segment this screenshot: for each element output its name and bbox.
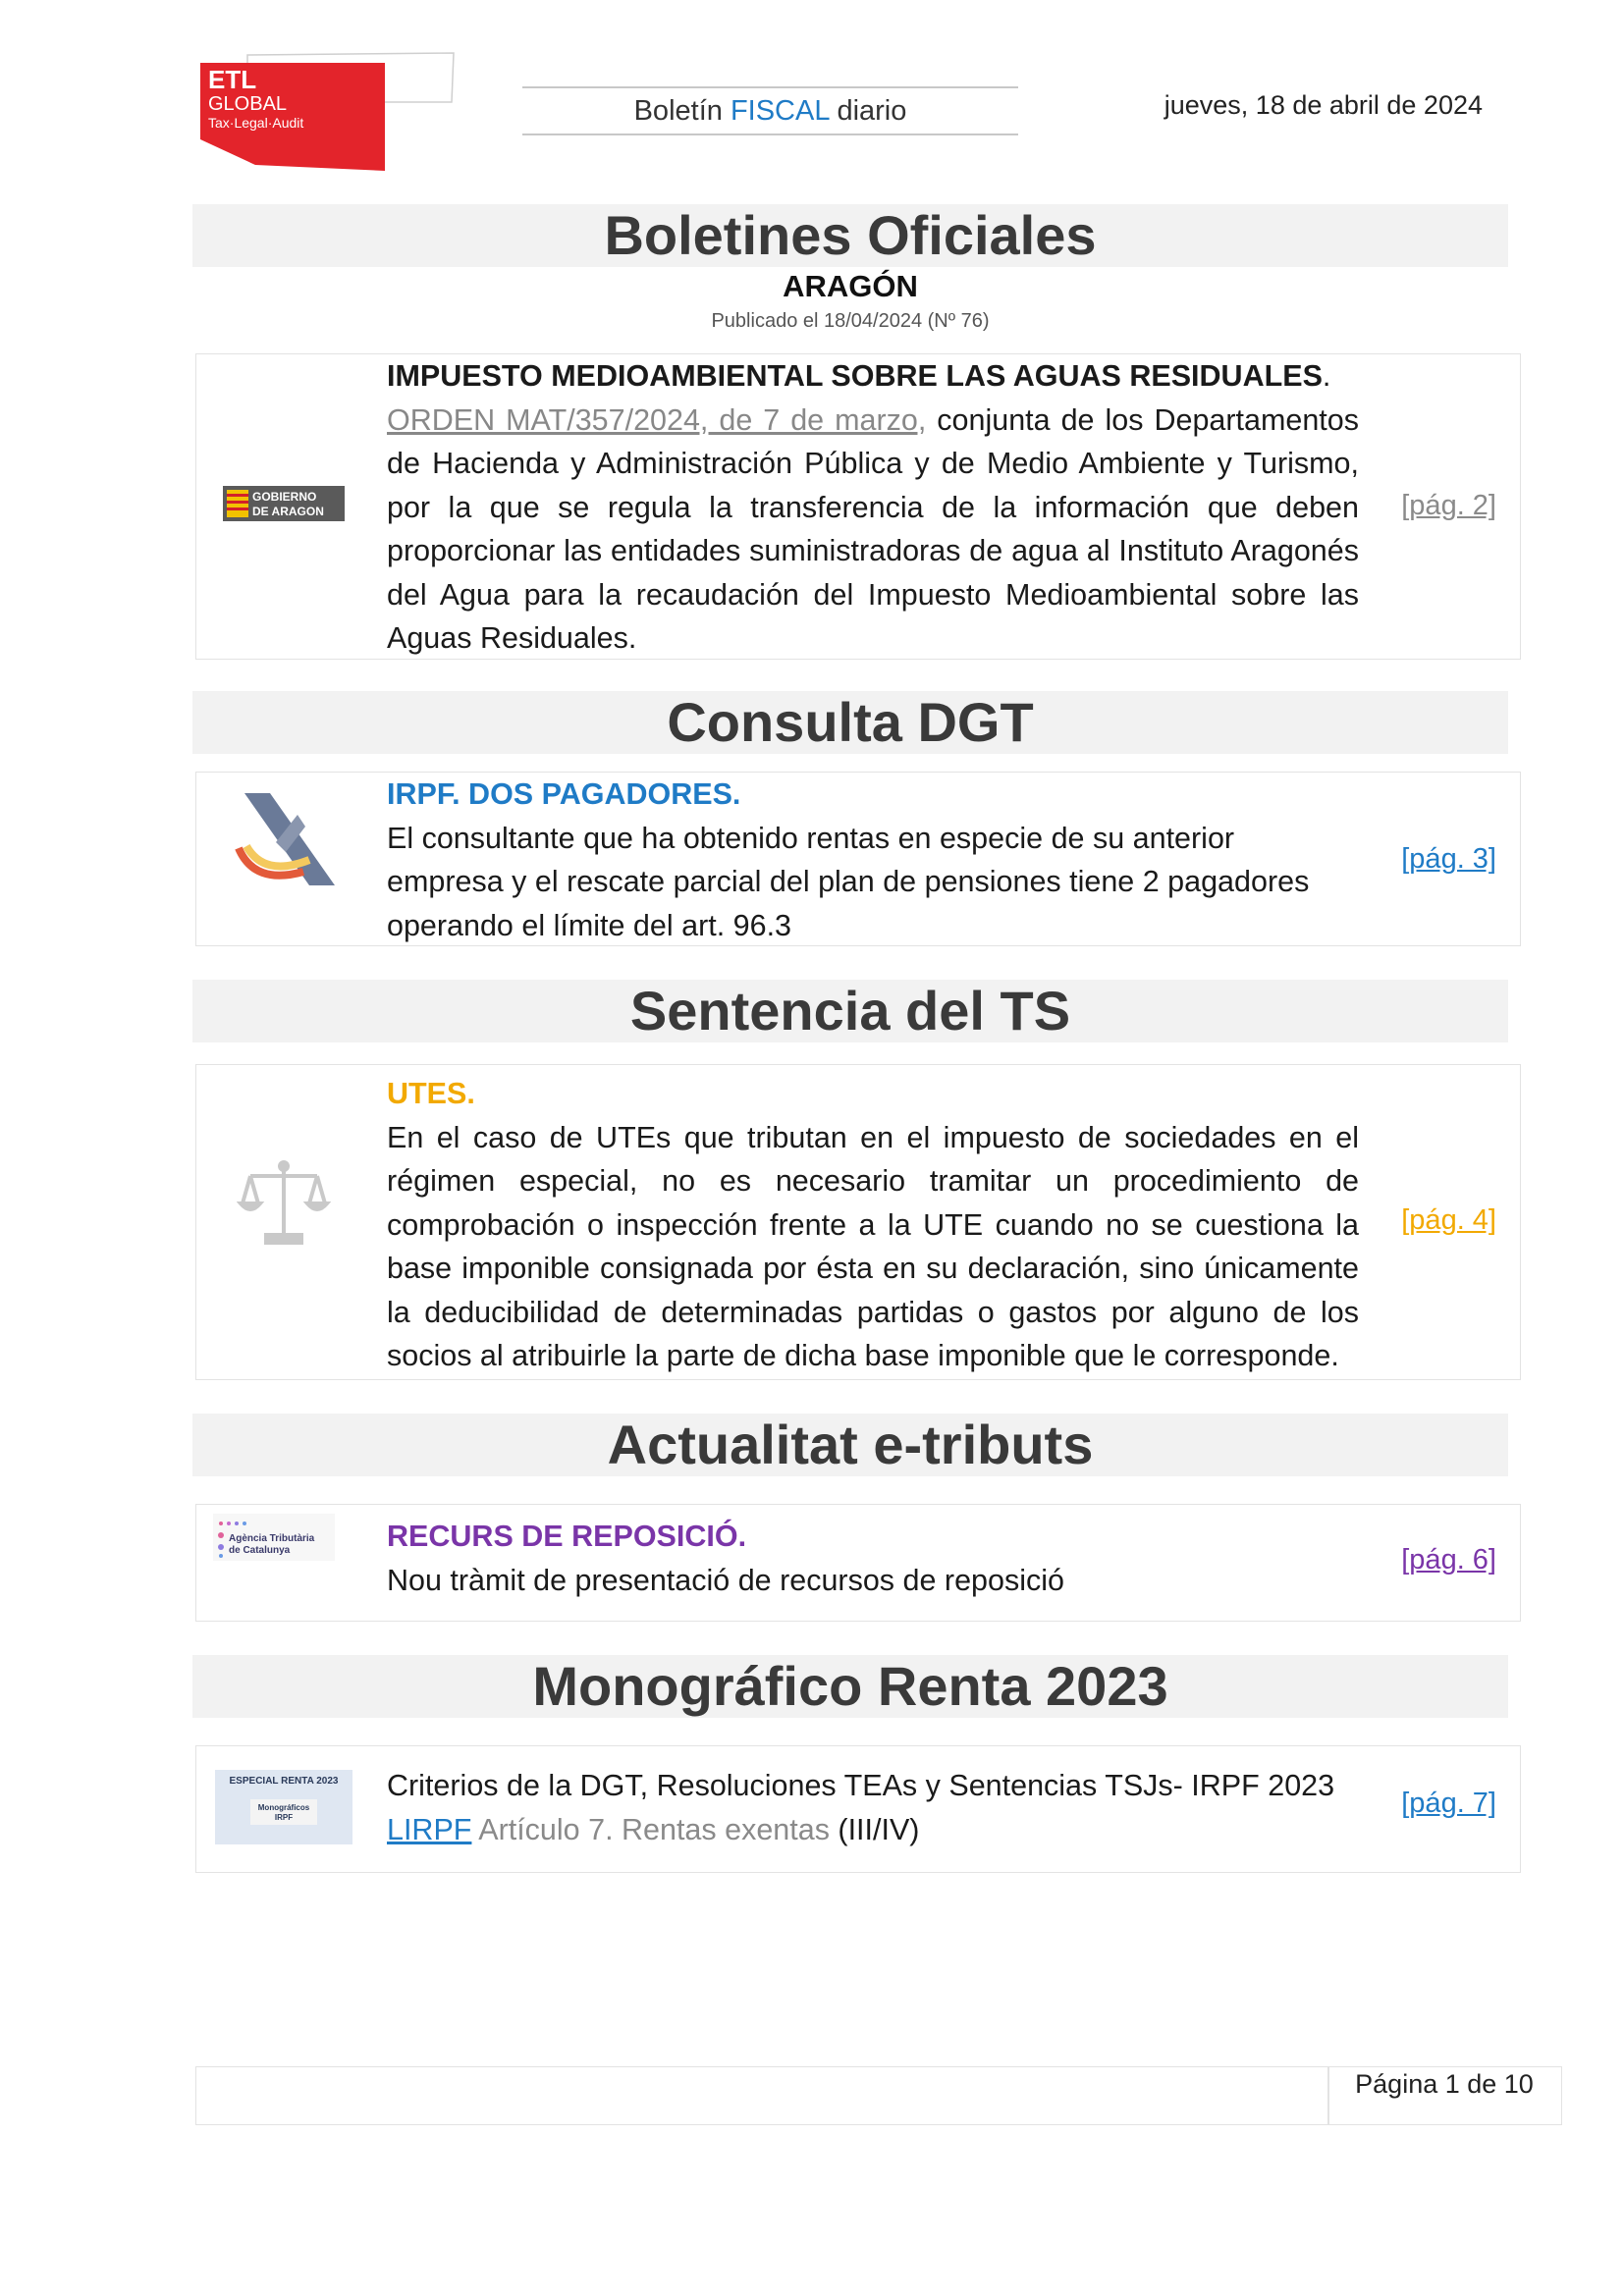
entry-body-boletines	[387, 354, 1359, 661]
footer-divider	[1327, 2066, 1329, 2125]
entry-card-dgt	[195, 772, 1521, 946]
agencia-tributaria-catalunya-icon	[210, 1513, 338, 1562]
bulletin-title	[522, 86, 1018, 135]
entry-card-renta	[195, 1745, 1521, 1873]
entry-text: En el caso de UTEs que tributan en el impuesto de sociedades en el régimen especial, no es necesario tramitar un procedimiento de comprobación o inspección frente a la UTE cuando no se cuestiona la base imponible consignada por ésta en su declaración, sino únicamente la deducibilidad de determinadas partidas o gastos por alguno de los socios al atribuirle la parte de dicha base imponible que le corresponde.	[387, 1120, 1359, 1372]
orden-link[interactable]: ORDEN MAT/357/2024, de 7 de marzo,	[387, 402, 927, 437]
section-title-renta: Monográfico Renta 2023	[192, 1655, 1508, 1718]
scales-of-justice-icon	[210, 1153, 357, 1252]
entry-body-dgt	[387, 773, 1359, 947]
svg-text:de Catalunya: de Catalunya	[229, 1545, 291, 1556]
entry-card-ts	[195, 1064, 1521, 1380]
bulletin-title-suffix: diario	[829, 95, 907, 127]
page-link-6[interactable]: [pág. 6]	[1401, 1544, 1496, 1575]
logo-global: GLOBAL	[208, 93, 288, 115]
entry-heading: RECURS DE REPOSICIÓ.	[387, 1520, 747, 1553]
entry-card-boletines	[195, 353, 1521, 660]
section-title-etributs: Actualitat e-tributs	[192, 1414, 1508, 1476]
entry-text: El consultante que ha obtenido rentas en especie de su anterior empresa y el rescate parcial del plan de pensiones tiene 2 pagadores operando el límite del art. 96.3	[387, 821, 1310, 942]
entry-body-etributs	[387, 1515, 1359, 1602]
svg-text:DE ARAGON: DE ARAGON	[252, 505, 324, 518]
entry-heading: UTES.	[387, 1077, 475, 1110]
entry-body-renta	[387, 1764, 1359, 1851]
heading-period: .	[1322, 359, 1331, 393]
entry-text: Nou tràmit de presentació de recursos de reposició	[387, 1563, 1064, 1597]
svg-text:Monográficos: Monográficos	[257, 1803, 310, 1812]
header-date: jueves, 18 de abril de 2024	[1164, 90, 1483, 120]
gobierno-aragon-icon	[210, 482, 357, 525]
entry-text: Criterios de la DGT, Resoluciones TEAs y Sentencias TSJs- IRPF 2023	[387, 1769, 1335, 1802]
agencia-tributaria-icon	[210, 784, 357, 892]
bulletin-title-accent: FISCAL	[730, 95, 830, 127]
lirpf-link[interactable]: LIRPF	[387, 1812, 472, 1846]
region-title: ARAGÓN	[783, 269, 918, 303]
section-title-ts: Sentencia del TS	[192, 980, 1508, 1042]
section-title-boletines: Boletines Oficiales	[192, 204, 1508, 267]
published-note: Publicado el 18/04/2024 (Nº 76)	[711, 310, 990, 332]
entry-body-ts	[387, 1072, 1359, 1378]
especial-renta-icon	[210, 1770, 357, 1844]
entry-card-etributs	[195, 1504, 1521, 1622]
part-suffix: (III/IV)	[829, 1812, 920, 1846]
entry-heading: IRPF. DOS PAGADORES.	[387, 777, 741, 811]
page-number: Página 1 de 10	[1355, 2069, 1534, 2099]
bulletin-title-prefix: Boletín	[633, 95, 731, 127]
logo-tagline: Tax·Legal·Audit	[208, 115, 304, 131]
logo-etl: ETL	[208, 65, 257, 94]
page-link-7[interactable]: [pág. 7]	[1401, 1788, 1496, 1819]
svg-text:ESPECIAL RENTA 2023: ESPECIAL RENTA 2023	[229, 1776, 339, 1787]
section-title-dgt: Consulta DGT	[192, 691, 1508, 754]
svg-text:GOBIERNO: GOBIERNO	[252, 490, 317, 504]
svg-text:IRPF: IRPF	[274, 1813, 294, 1822]
svg-text:Agència Tributària: Agència Tributària	[229, 1533, 315, 1544]
article-text: Artículo 7. Rentas exentas	[471, 1812, 830, 1846]
page-link-4[interactable]: [pág. 4]	[1401, 1204, 1496, 1236]
logo-graphic	[196, 51, 460, 171]
entry-text: conjunta de los Departamentos de Hacienda y Administración Pública y de Medio Ambiente y Turismo, por la que se regula la transferencia de la información que deben proporcionar las entidades suministradoras de agua al Instituto Aragonés del Agua para la recaudación del Impuesto Medioambiental sobre las Aguas Residuales.	[387, 402, 1359, 655]
etl-global-logo	[196, 51, 460, 171]
page-link-3[interactable]: [pág. 3]	[1401, 843, 1496, 875]
page-link-2[interactable]: [pág. 2]	[1401, 490, 1496, 521]
entry-heading: IMPUESTO MEDIOAMBIENTAL SOBRE LAS AGUAS RESIDUALES	[387, 359, 1323, 393]
